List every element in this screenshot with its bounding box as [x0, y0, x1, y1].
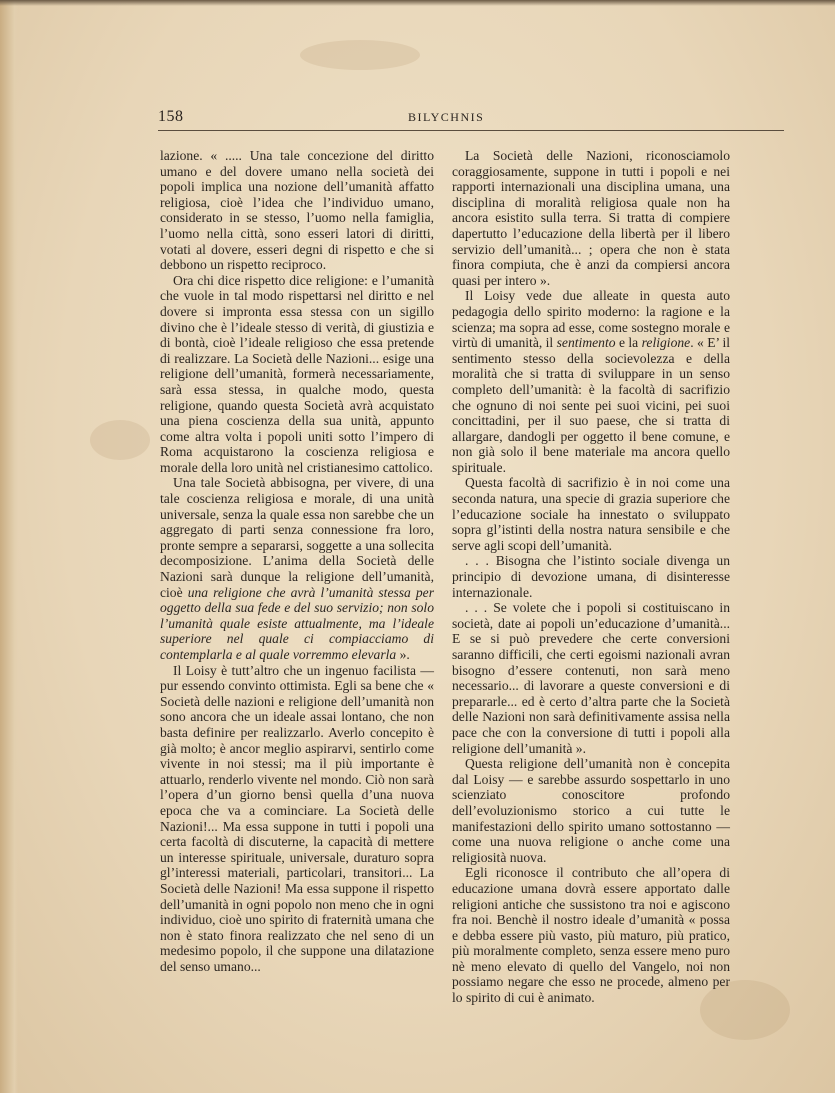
- page-top-edge: [0, 0, 835, 6]
- paragraph: [160, 475, 434, 662]
- paragraph: . . . Se volete che i popoli si costituiscano in società, date ai popoli un’educazione d’umanità... E se si può prevedere che certe conversioni saranno difficili, che certi egoismi nazionali avran bisogno d’essere contenuti, non sarà meno necessario... di lavorare a queste conversioni e di prepararle... ed è certo d’altra parte che la Società delle Nazioni non sarà definitivamente assisa nella pace che con la conversione di tutti i popoli alla religione dell’umanità ».: [452, 600, 730, 756]
- paragraph: Il Loisy è tutt’altro che un ingenuo facilista — pur essendo convinto ottimista. Egli sa bene che « Società delle nazioni e religione dell’umanità non sono ancora che un ideale assai lontano, che non basta definire per realizzarlo. Averlo concepito è già molto; è ancor meglio aspirarvi, sentirlo come vivente in noi stessi; ma il più importante è attuarlo, renderlo vivente nel mondo. Ciò non sarà l’opera d’un giorno bensì quella d’una nuova epoca che va a cominciare. La Società delle Nazioni!... Ma essa suppone in tutti i popoli una certa facoltà di discuterne, la capacità di mettere un interesse spirituale, universale, duraturo sopra gl’interessi materiali, particolari, transitori... La Società delle Nazioni! Ma essa suppone il rispetto dell’umanità in ogni popolo non meno che in ogni individuo, cioè uno spirito di fraternità umana che non è stato finora realizzato che nel seno di un medesimo popolo, il che suppone una dilatazione del senso umano...: [160, 662, 434, 974]
- left-column: [160, 148, 434, 974]
- paper-stain: [90, 420, 150, 460]
- header-rule: [158, 130, 784, 131]
- paragraph-text: Una tale Società abbisogna, per vivere, di una tale coscienza religiosa e morale, di una unità universale, senza la quale essa non sarebbe che un aggregato di parti senza connessione fra loro, pronte sempre a separarsi, soggette a una sollecita decomposizione. L’anima della Società delle Nazioni sarà dunque la religione dell’umanità, cioè: [160, 475, 434, 600]
- paragraph-text: e la: [615, 335, 639, 351]
- paper-stain: [300, 40, 420, 70]
- italic-word: sentimento: [556, 335, 616, 351]
- right-column: [452, 148, 730, 1006]
- paragraph-text: ».: [396, 647, 410, 662]
- paragraph: Egli riconosce il contributo che all’opera di educazione umana dovrà essere apportato dalle religioni antiche che sussistono tra noi e agiscono fra noi. Benchè il nostro ideale d’umanità « possa e debba essere più vasto, più maturo, più pratico, più moralmente completo, senza essere meno puro nè meno elevato di quello del Vangelo, noi non possiamo negare che esso ne procede, almeno per lo spirito di cui è animato.: [452, 865, 730, 1006]
- paragraph: Questa religione dell’umanità non è concepita dal Loisy — e sarebbe assurdo sospettarlo in uno scienziato conoscitore profondo dell’evoluzionismo storico a cui tutte le manifestazioni dello spirito umano sottostanno — come una nuova religione o anche come una religiosità nuova.: [452, 756, 730, 865]
- running-header: [158, 108, 784, 130]
- page-left-edge: [0, 0, 18, 1093]
- paragraph: lazione. « ..... Una tale concezione del diritto umano e del dovere umano nella società dei popoli implica una nozione dell’umanità affatto religiosa, cioè l’idea che l’individuo umano, considerato in se stesso, l’uomo nella famiglia, l’uomo nella città, sono esseri latori di diritti, votati al dovere, esseri degni di rispetto e che si debbono un rispetto reciproco.: [160, 148, 434, 273]
- paragraph: Questa facoltà di sacrifizio è in noi come una seconda natura, una specie di grazia superiore che l’educazione sociale ha innestato o sviluppato sopra gl’istinti della nostra natura sensibile e che serve agli scopi dell’umanità.: [452, 475, 730, 553]
- italic-word: religione: [641, 335, 691, 351]
- paragraph: La Società delle Nazioni, riconosciamolo coraggiosamente, suppone in tutti i popoli e nei rapporti internazionali una disciplina umana, una disciplina di moralità religiosa quale non ha ancora esistito sulla terra. Si tratta di compiere dapertutto l’educazione della libertà per il libero servizio dell’umanità... ; opera che non è stata finora compiuta, che è anzi da compiersi ancora quasi per intero ».: [452, 148, 730, 288]
- italic-quote: una religione che avrà l’umanità stessa per oggetto della sua fede e del suo servizio; non solo l’umanità quale esiste attualmente, ma l’ideale superiore nel quale ci compiacciamo di contemplarla e al quale vorremmo elevarla: [160, 584, 434, 662]
- paragraph-text: Il Loisy vede due alleate in questa auto pedagogia dello spirito moderno: la ragione e la scienza; ma sopra ad esse, come sostegno morale e virtù di umanità, il: [452, 288, 730, 351]
- journal-title: BILYCHNIS: [408, 110, 485, 124]
- paragraph-text: . « E’ il sentimento stesso della socievolezza e della moralità che si tratta di sviluppare in un senso completo dell’umanità: è la facoltà di sacrifizio che ognuno di noi sente pei suoi vicini, pei suoi concittadini, per il suo paese, che si tratta di allargare, dandogli per oggetto il bene comune, e non già solo il bene materiale ma ancora quello spirituale.: [452, 335, 731, 475]
- page-number: 158: [158, 108, 184, 125]
- paragraph: . . . Bisogna che l’istinto sociale divenga un principio di devozione umana, di disinteresse internazionale.: [452, 553, 730, 600]
- paragraph: [452, 288, 730, 475]
- paragraph: Ora chi dice rispetto dice religione: e l’umanità che vuole in tal modo rispettarsi nel diritto e nel dovere si impronta essa stessa con un sigillo divino che è l’ideale stesso di verità, di giustizia e di bontà, cioè l’ideale religioso che essa pretende di realizzare. La Società delle Nazioni... esige una religione dell’umanità, formerà necessariamente, sarà essa stessa, in qualche modo, questa religione, quando questa Società avrà acquistato una piena coscienza della sua unità, appunto come altra volta i popoli uniti sotto l’impero di Roma acquistarono la coscienza religiosa e morale della loro unità nel cristianesimo cattolico.: [160, 272, 434, 475]
